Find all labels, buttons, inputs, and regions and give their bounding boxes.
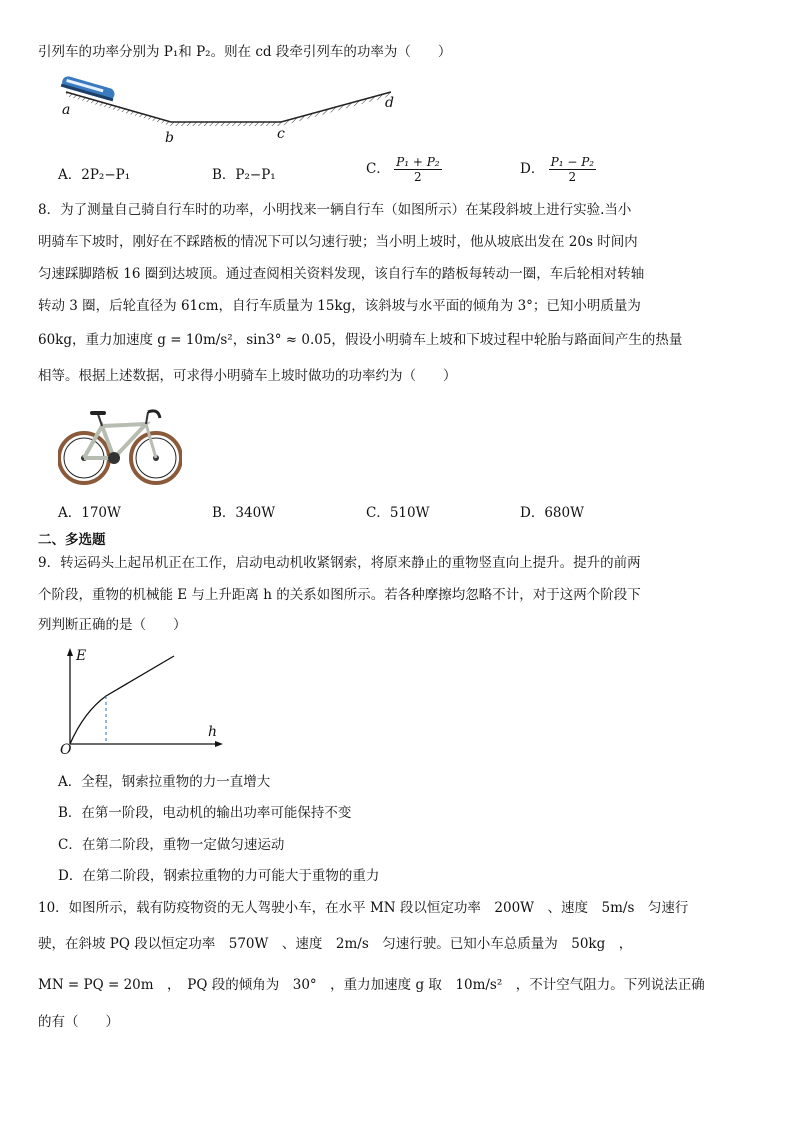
q7-intro: 引列车的功率分别为 P₁和 P₂。则在 cd 段牵引列车的功率为（ ）: [38, 44, 452, 60]
q7-option-b: B．P₂−P₁: [212, 167, 276, 183]
train-icon: [61, 75, 116, 101]
q8-line-4: 转动 3 圈，后轮直径为 61cm，自行车质量为 15kg，该斜坡与水平面的倾角为 3°；已知小明质量为: [38, 298, 641, 314]
q9-option-c: C．在第二阶段，重物一定做匀速运动: [58, 837, 285, 853]
q9-option-b: B．在第一阶段，电动机的输出功率可能保持不变: [58, 805, 352, 821]
q10-line-4: 的有（ ）: [38, 1014, 119, 1030]
q8-line-3: 匀速踩脚踏板 16 圈到达坡顶。通过查阅相关资料发现，该自行车的踏板每转动一圈，车后轮相对转轴: [38, 266, 645, 282]
q7-option-a: A．2P₂−P₁: [58, 167, 131, 183]
q8-line-1: 8．为了测量自己骑自行车时的功率，小明找来一辆自行车（如图所示）在某段斜坡上进行实验.当小: [38, 202, 632, 218]
graph-origin: O: [60, 742, 72, 758]
q8-option-b: B．340W: [212, 505, 276, 521]
track-figure: [56, 70, 401, 150]
graph-axis-h: h: [208, 724, 218, 740]
q8-line-6: 相等。根据上述数据，可求得小明骑车上坡时做功的功率约为（ ）: [38, 368, 457, 384]
label-c: c: [277, 126, 285, 142]
q9-option-a: A．全程，钢索拉重物的力一直增大: [58, 774, 271, 790]
q7-option-c: C． $\frac{\text{P₁ + P₂}}{2}$: [366, 155, 440, 184]
q8-option-d: D．680W: [520, 505, 584, 521]
q7-option-d: D． $\frac{\text{P₁ − P₂}}{2}$: [520, 155, 595, 184]
bicycle-image: [58, 398, 182, 490]
q9-line-1: 9．转运码头上起吊机正在工作，启动电动机收紧钢索，将原来静止的重物竖直向上提升。提升的前两: [38, 555, 641, 571]
label-b: b: [165, 130, 174, 146]
graph-axis-e: E: [76, 648, 87, 664]
q8-option-a: A．170W: [58, 505, 121, 521]
q9-line-3: 列判断正确的是（ ）: [38, 617, 187, 633]
q8-line-5: 60kg，重力加速度 g = 10m/s²，sin3° ≈ 0.05，假设小明骑车上坡和下坡过程中轮胎与路面间产生的热量: [38, 332, 683, 348]
label-d: d: [385, 95, 394, 111]
q9-option-d: D．在第二阶段，钢索拉重物的力可能大于重物的重力: [58, 868, 380, 884]
section-heading-multiple-choice: 二、多选题: [38, 532, 106, 548]
label-a: a: [62, 102, 71, 118]
q9-line-2: 个阶段，重物的机械能 E 与上升距离 h 的关系如图所示。若各种摩擦均忽略不计，对于这两个阶段下: [38, 587, 641, 603]
q10-line-1: 10．如图所示，载有防疫物资的无人驾驶小车，在水平 MN 段以恒定功率 200W 、速度 5m/s 匀速行: [38, 900, 689, 916]
q8-option-c: C．510W: [366, 505, 430, 521]
q10-line-3: MN = PQ = 20m ， PQ 段的倾角为 30° ，重力加速度 g 取 10m/s² ，不计空气阻力。下列说法正确: [38, 977, 705, 993]
q8-line-2: 明骑车下坡时，刚好在不踩踏板的情况下可以匀速行驶；当小明上坡时，他从坡底出发在 20s 时间内: [38, 234, 638, 250]
q10-line-2: 驶，在斜坡 PQ 段以恒定功率 570W 、速度 2m/s 匀速行驶。已知小车总质量为 50kg ，: [38, 936, 633, 952]
